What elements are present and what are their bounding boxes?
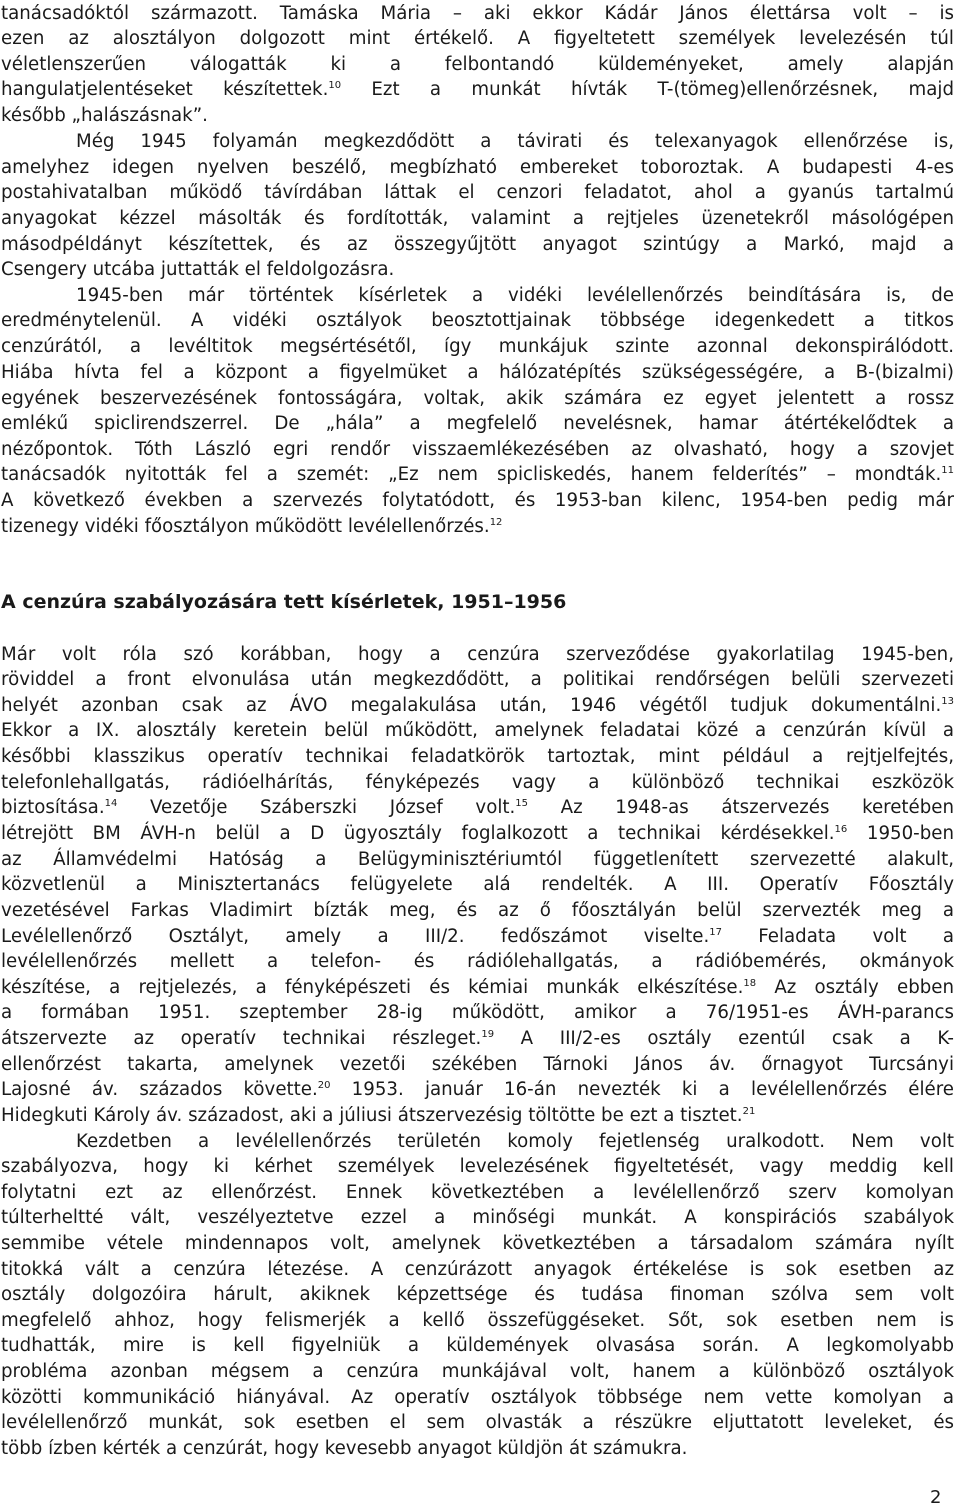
text-line: röviddel a front elvonulása után megkezdődött, a politikai rendőrségen belüli szervezeti [1, 669, 954, 690]
text-line: levélellenőrző munkát, sok esetben el sem olvasták a részükre eljuttatott leveleket, és [1, 1412, 954, 1433]
text-line: cenzúrától, a levéltitok megsértésétől, így munkájuk szinte azonnal dekonspirálódott. [1, 336, 954, 357]
text-line: titokká vált a cenzúra létezése. A cenzúrázott anyagok értékelése is sok esetben az [1, 1259, 954, 1280]
section-heading: A cenzúra szabályozására tett kísérletek, 1951–1956 [1, 591, 567, 613]
text-line: ezen az alosztályon dolgozott mint értékelő. A figyeltetett személyek levelezésén túl [1, 28, 954, 49]
text-line: Kezdetben a levélellenőrzés területén komoly fejetlenség uralkodott. Nem volt [76, 1131, 954, 1152]
text-line: tanácsadók nyitották fel a szemét: „Ez nem spicliskedés, hanem felderítés” – mondták.$^{11}$ [1, 464, 954, 485]
text-line: anyagokat kézzel másolták és fordították, valamint a rejtjeles üzenetekről másológépen [1, 208, 954, 229]
footnote-marker: 20 [317, 1080, 331, 1091]
text-line: eredménytelenül. A vidéki osztályok beosztottjainak többsége idegenkedett a titkos [1, 310, 954, 331]
text-line: később „halászásnak”. [1, 105, 208, 126]
footnote-marker: 14 [104, 798, 118, 809]
footnote-marker: 12 [489, 517, 503, 528]
text-line: szabályozva, hogy ki kérhet személyek levelezésének figyeltetését, vagy meddig kell [1, 1156, 954, 1177]
text-line: emlékű spiclirendszerrel. De „hála” a megfelelő nevelésnek, hamar átértékelődtek a [1, 413, 954, 434]
page-number: 2 [930, 1487, 942, 1508]
text-line: postahivatalban működő távírdában láttak el cenzori feladatot, ahol a gyanús tartalmú [1, 182, 954, 203]
text-line: ellenőrzést takarta, amelynek vezetői székében Tárnoki János áv. őrnagyot Turcsányi [1, 1054, 954, 1075]
text-line: semmibe vétele mindennapos volt, amelynek következtében a társadalom számára nyílt [1, 1233, 954, 1254]
text-line: véletlenszerűen válogatták ki a felbontandó küldeményeket, amely alapján [1, 54, 954, 75]
text-line: több ízben kérték a cenzúrát, hogy kevesebb anyagot küldjön át számukra. [1, 1438, 688, 1459]
text-line: átszervezte az operatív technikai részleget.$^{19}$ A III/2-es osztály ezentúl csak a K- [1, 1028, 954, 1049]
text-line: folytatni ezt az ellenőrzést. Ennek következtében a levélellenőrző szerv komolyan [1, 1182, 954, 1203]
text-line: Lajosné áv. százados követte.$^{20}$ 1953. január 16-án nevezték ki a levélellenőrzés élére [1, 1079, 954, 1100]
footnote-marker: 15 [515, 798, 529, 809]
text-line: közvetlenül a Minisztertanács felügyelete alá rendelték. A III. Operatív Főosztály [1, 874, 954, 895]
text-line: másodpéldányt készítettek, és az összegyűjtött anyagot szintúgy a Markó, majd a [1, 234, 954, 255]
text-line: Hidegkuti Károly áv. századost, aki a júliusi átszervezésig töltötte be ezt a tisztet.$^{21}$ [1, 1105, 756, 1126]
text-line: biztosítása.$^{14}$ Vezetője Száberszki József volt.$^{15}$ Az 1948-as átszervezés keretében [1, 797, 954, 818]
text-line: túlterheltté vált, veszélyeztetve ezzel a minőségi munkát. A konspirációs szabályok [1, 1207, 954, 1228]
text-line: telefonlehallgatás, rádióelhárítás, fényképezés vagy a különböző technikai eszközök [1, 772, 954, 793]
text-line: 1945-ben már történtek kísérletek a vidéki levélellenőrzés beindítására is, de [76, 285, 954, 306]
text-line: levélellenőrzés mellett a telefon- és rádiólehallgatás, a rádióbemérés, okmányok [1, 951, 954, 972]
footnote-marker: 21 [742, 1106, 756, 1117]
footnote-marker: 17 [709, 927, 722, 938]
footnote-marker: 19 [481, 1029, 495, 1040]
text-line: készítése, a rejtjelezés, a fényképészeti és kémiai munkák elkészítése.$^{18}$ Az osztály ebben [1, 977, 955, 998]
text-line: létrejött BM ÁVH-n belül a D ügyosztály foglalkozott a technikai kérdésekkel.$^{16}$ 1950-ben [1, 823, 954, 844]
text-line: közötti kommunikáció hiányával. Az operatív osztályok többsége nem vette komolyan a [1, 1387, 954, 1408]
text-line: A következő években a szervezés folytatódott, és 1953-ban kilenc, 1954-ben pedig már [1, 490, 954, 511]
text-line: Csengery utcába juttatták el feldolgozásra. [1, 259, 395, 280]
text-line: amelyhez idegen nyelven beszélő, megbízható embereket toboroztak. A budapesti 4-es [1, 157, 954, 178]
text-line: probléma azonban mégsem a cenzúra munkájával volt, hanem a különböző osztályok [1, 1361, 954, 1382]
footnote-marker: 11 [941, 465, 954, 476]
text-line: tudhatták, mire is kell figyelniük a küldemények olvasása során. A legkomolyabb [1, 1335, 954, 1356]
text-line: Ekkor a IX. alosztály keretein belül működött, amelynek feladatai közé a cenzúrán kívül a [1, 720, 954, 741]
text-line: tizenegy vidéki főosztályon működött levélellenőrzés.$^{12}$ [1, 516, 503, 537]
text-line: megfelelő ahhoz, hogy felismerjék a kellő összefüggéseket. Sőt, sok esetben nem is [1, 1310, 954, 1331]
text-line: osztály dolgozóira hárult, akiknek képzettsége és tudása finoman szólva sem volt [1, 1284, 954, 1305]
text-line: vezetésével Farkas Vladimirt bízták meg, és az ő főosztályán belül szervezték meg a [1, 900, 954, 921]
text-line: Már volt róla szó korábban, hogy a cenzúra szerveződése gyakorlatilag 1945-ben, [1, 644, 954, 665]
text-line: későbbi klasszikus operatív technikai feladatkörök tartoztak, mint például a rejtjelfejtés, [1, 746, 954, 767]
text-line: egyének beszervezésének fontosságára, voltak, akik számára ez egyet jelentett a rossz [1, 388, 954, 409]
text-line: Levélellenőrző Osztályt, amely a III/2. fedőszámot viselte.$^{17}$ Feladata volt a [1, 926, 954, 947]
text-line: a formában 1951. szeptember 28-ig működött, amikor a 76/1951-es ÁVH-parancs [1, 1002, 954, 1023]
footnote-marker: 13 [941, 696, 954, 707]
text-line: tanácsadóktól származott. Tamáska Mária – aki ekkor Kádár János élettársa volt – is [1, 3, 954, 24]
text-line: helyét azonban csak az ÁVO megalakulása után, 1946 végétől tudjuk dokumentálni.$^{13}$ [1, 695, 954, 716]
text-line: hangulatjelentéseket készítettek.$^{10}$ Ezt a munkát hívták T-(tömeg)ellenőrzésnek, majd [1, 79, 954, 100]
text-line: Hiába hívta fel a központ a figyelmüket a hálózatépítés szükségességére, a B-(bizalmi) [1, 362, 954, 383]
text-line: Még 1945 folyamán megkezdődött a távirati és telexanyagok ellenőrzése is, [76, 131, 954, 152]
text-line: nézőpontok. Tóth László egri rendőr visszaemlékezésében az olvasható, hogy a szovjet [1, 439, 954, 460]
text-line: az Államvédelmi Hatóság a Belügyminisztériumtól függetlenített szervezetté alakult, [1, 849, 954, 870]
footnote-marker: 18 [743, 978, 757, 989]
footnote-marker: 16 [834, 824, 848, 835]
footnote-marker: 10 [328, 80, 342, 91]
